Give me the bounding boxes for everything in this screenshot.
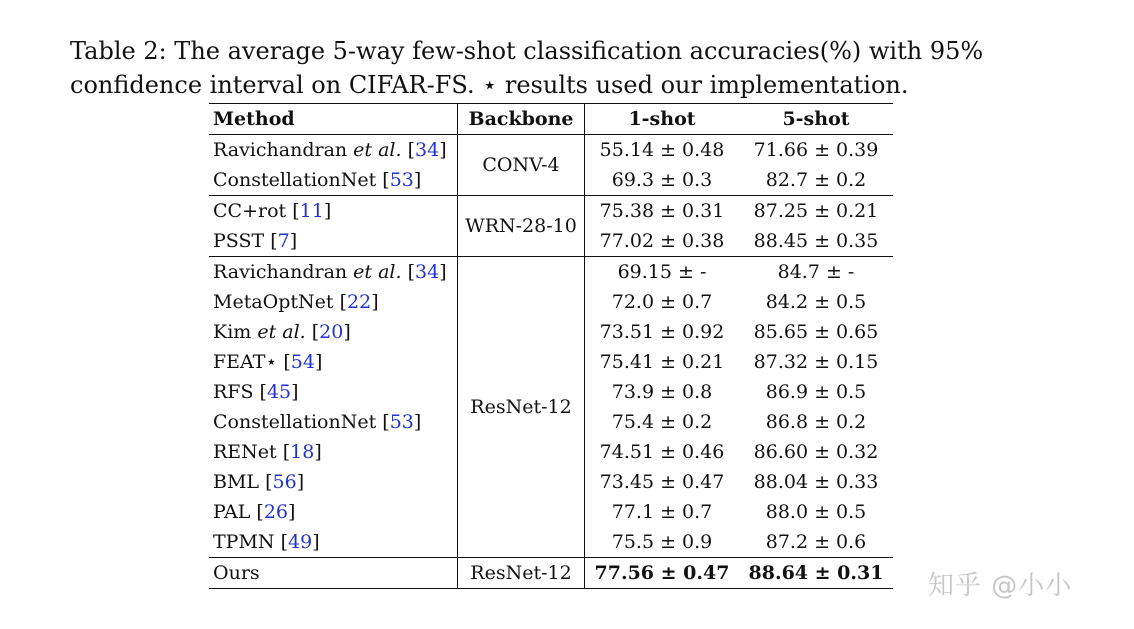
method-cell: BML [56] xyxy=(213,471,305,493)
one-shot-cell: 75.4 ± 0.2 xyxy=(611,411,713,433)
five-shot-cell: 87.25 ± 0.21 xyxy=(753,200,879,222)
five-shot-header: 5-shot xyxy=(782,108,850,130)
method-cell: Kim et al. [20] xyxy=(213,321,351,343)
five-shot-cell: 85.65 ± 0.65 xyxy=(753,321,879,343)
five-shot-cell: 86.8 ± 0.2 xyxy=(765,411,867,433)
method-cell: PAL [26] xyxy=(213,501,296,523)
method-cell: CC+rot [11] xyxy=(213,200,332,222)
method-name: ConstellationNet xyxy=(213,169,383,191)
method-name: FEAT⋆ xyxy=(213,351,284,373)
table-row xyxy=(209,135,893,166)
results-table xyxy=(209,103,893,589)
citation-ref: 56 xyxy=(272,471,297,493)
method-cell: RENet [18] xyxy=(213,441,322,463)
method-header: Method xyxy=(213,108,295,130)
method-etal: et al. xyxy=(353,261,402,283)
one-shot-cell: 73.45 ± 0.47 xyxy=(599,471,725,493)
one-shot-cell: 75.41 ± 0.21 xyxy=(599,351,725,373)
method-cell: TPMN [49] xyxy=(213,531,320,553)
backbone-cell: ResNet-12 xyxy=(458,257,585,558)
one-shot-cell: 55.14 ± 0.48 xyxy=(599,139,725,161)
method-cell: ConstellationNet [53] xyxy=(213,411,422,433)
citation-ref: 49 xyxy=(288,531,313,553)
one-shot-cell: 73.9 ± 0.8 xyxy=(611,381,713,403)
method-cell: Ravichandran et al. [34] xyxy=(213,139,447,161)
citation-ref: 45 xyxy=(266,381,292,403)
method-cell: ConstellationNet [53] xyxy=(213,169,422,191)
citation-ref: 18 xyxy=(290,441,315,463)
ours-row xyxy=(209,558,893,589)
citation-ref: 34 xyxy=(415,261,440,283)
citation-ref: 20 xyxy=(319,321,344,343)
citation-ref: 54 xyxy=(290,351,315,373)
five-shot-cell: 86.9 ± 0.5 xyxy=(765,381,867,403)
one-shot-cell: 72.0 ± 0.7 xyxy=(611,291,713,313)
method-name: CC+rot xyxy=(213,200,293,222)
method-cell: Ravichandran et al. [34] xyxy=(213,261,447,283)
header-row xyxy=(209,104,893,135)
five-shot-cell: 87.32 ± 0.15 xyxy=(753,351,879,373)
method-name: Kim xyxy=(213,321,258,343)
five-shot-cell: 87.2 ± 0.6 xyxy=(765,531,867,553)
method-cell: RFS [45] xyxy=(213,381,299,403)
method-name: TPMN xyxy=(213,531,281,553)
method-cell: FEAT⋆ [54] xyxy=(213,351,323,373)
table-caption: Table 2: The average 5-way few-shot classification accuracies(%) with 95% confidence interval on CIFAR-FS. ⋆ results used our implementation. xyxy=(70,37,984,99)
one-shot-cell: 75.5 ± 0.9 xyxy=(611,531,713,553)
citation-ref: 11 xyxy=(299,200,324,222)
five-shot-cell: 82.7 ± 0.2 xyxy=(765,169,867,191)
one-shot-cell: 69.3 ± 0.3 xyxy=(611,169,713,191)
table-body xyxy=(209,135,893,589)
five-shot-cell: 88.64 ± 0.31 xyxy=(748,562,884,584)
backbone-header: Backbone xyxy=(458,104,585,135)
citation-ref: 22 xyxy=(347,291,372,313)
one-shot-cell: 69.15 ± - xyxy=(617,261,707,283)
method-name: Ravichandran xyxy=(213,261,354,283)
method-name: Ravichandran xyxy=(213,139,354,161)
method-name: BML xyxy=(213,471,266,493)
five-shot-cell: 86.60 ± 0.32 xyxy=(753,441,879,463)
method-name: PAL xyxy=(213,501,257,523)
one-shot-cell: 73.51 ± 0.92 xyxy=(599,321,725,343)
method-cell: Ours xyxy=(213,562,260,584)
method-etal: et al. xyxy=(353,139,402,161)
method-name: PSST xyxy=(213,230,271,252)
five-shot-cell: 84.7 ± - xyxy=(777,261,855,283)
method-name: ConstellationNet xyxy=(213,411,383,433)
method-name: RFS xyxy=(213,381,260,403)
citation-ref: 34 xyxy=(415,139,440,161)
method-cell: PSST [7] xyxy=(213,230,298,252)
backbone-cell: ResNet-12 xyxy=(458,558,585,589)
citation-ref: 26 xyxy=(263,501,289,523)
watermark: 知乎 @小小 xyxy=(928,571,1073,601)
citation-ref: 7 xyxy=(277,230,290,252)
one-shot-header: 1-shot xyxy=(628,108,696,130)
citation-ref: 53 xyxy=(389,169,414,191)
one-shot-cell: 77.56 ± 0.47 xyxy=(594,562,730,584)
table-row xyxy=(209,257,893,288)
table-row xyxy=(209,196,893,227)
one-shot-cell: 77.02 ± 0.38 xyxy=(599,230,725,252)
method-etal: et al. xyxy=(257,321,306,343)
five-shot-cell: 84.2 ± 0.5 xyxy=(765,291,867,313)
one-shot-cell: 74.51 ± 0.46 xyxy=(599,441,725,463)
one-shot-cell: 75.38 ± 0.31 xyxy=(599,200,725,222)
backbone-cell: WRN-28-10 xyxy=(458,196,585,257)
five-shot-cell: 88.04 ± 0.33 xyxy=(753,471,879,493)
method-name: MetaOptNet xyxy=(213,291,340,313)
method-cell: MetaOptNet [22] xyxy=(213,291,379,313)
one-shot-cell: 77.1 ± 0.7 xyxy=(611,501,713,523)
backbone-cell: CONV-4 xyxy=(458,135,585,196)
five-shot-cell: 71.66 ± 0.39 xyxy=(753,139,879,161)
method-name: RENet xyxy=(213,441,283,463)
five-shot-cell: 88.45 ± 0.35 xyxy=(753,230,879,252)
five-shot-cell: 88.0 ± 0.5 xyxy=(765,501,867,523)
citation-ref: 53 xyxy=(389,411,414,433)
